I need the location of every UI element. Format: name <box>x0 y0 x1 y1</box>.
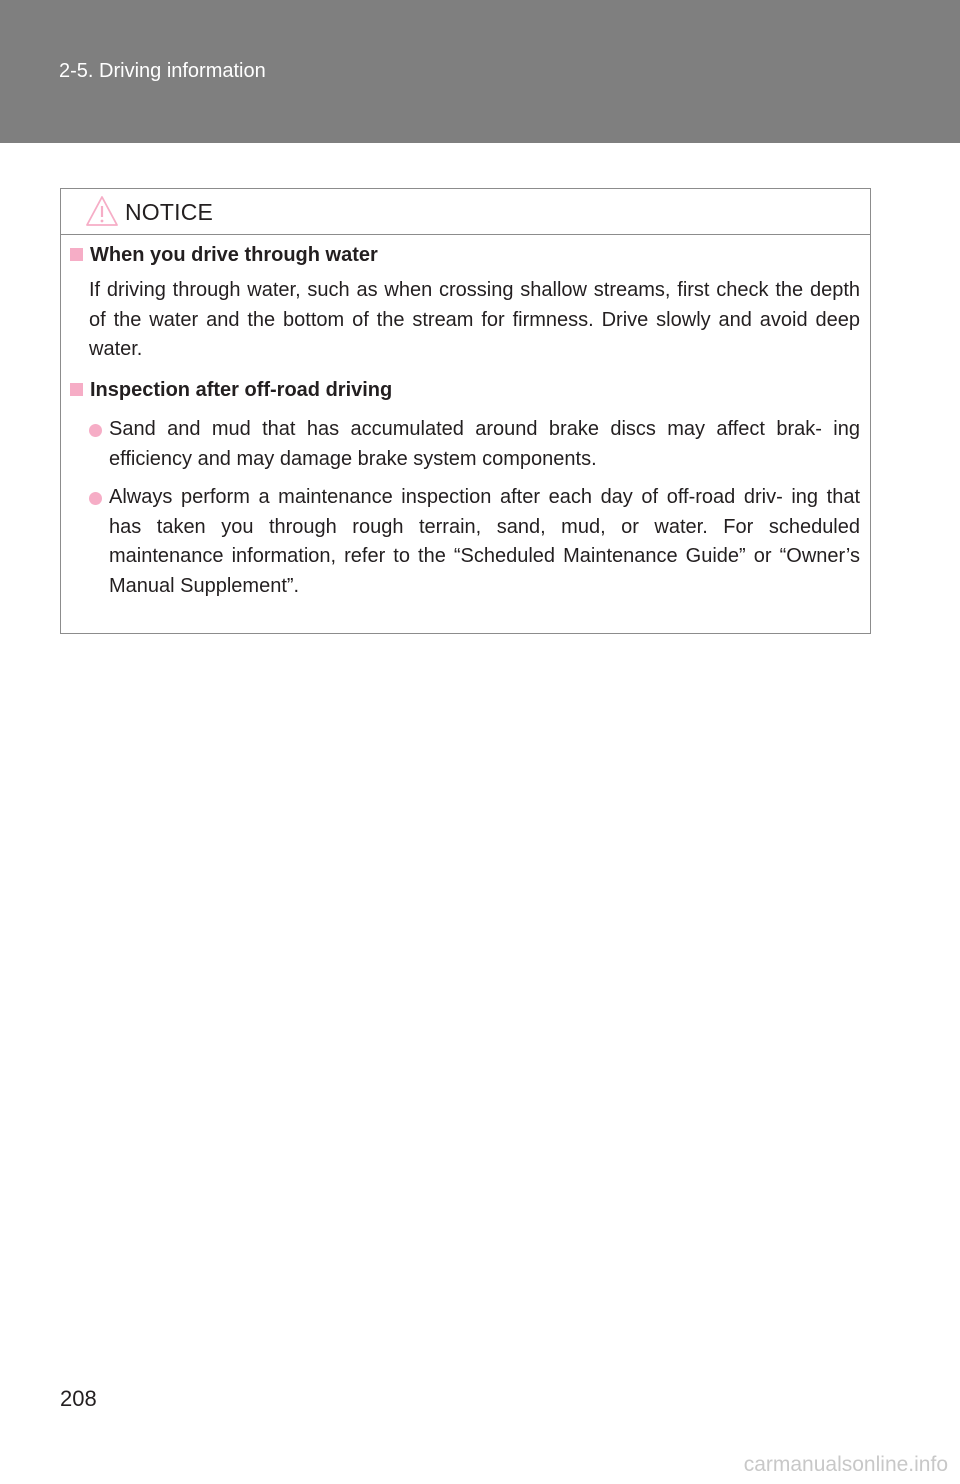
list-item <box>89 415 860 474</box>
notice-title: NOTICE <box>125 199 214 225</box>
circle-bullet-icon <box>89 492 102 505</box>
paragraph-water: If driving through water, such as when crossing shallow streams, first check the depth of the water and the bottom of the stream for firmness. Drive slowly and avoid deep water. <box>89 279 860 360</box>
section-title: 2-5. Driving information <box>59 60 266 82</box>
list-item <box>89 483 860 601</box>
header-band <box>0 0 960 143</box>
notice-header <box>61 189 870 235</box>
circle-bullet-icon <box>89 424 102 437</box>
square-bullet-icon <box>70 383 83 396</box>
bullet-text: Sand and mud that has accumulated around brake discs may affect brak- ing efficiency and may damage brake system components. <box>109 418 860 470</box>
page-number: 208 <box>60 1386 97 1411</box>
watermark: carmanualsonline.info <box>743 1453 948 1476</box>
section-heading-water: When you drive through water <box>70 241 378 271</box>
bullet-text: Always perform a maintenance inspection after each day of off-road driv- ing that has taken you through rough terrain, sand, mud, or water. For scheduled maintenance information, refer to the “Scheduled Maintenance Guide” or “Owner’s Manual Supplement”. <box>109 486 860 597</box>
section-heading-inspection: Inspection after off-road driving <box>70 376 392 406</box>
warning-triangle-icon <box>85 195 119 227</box>
square-bullet-icon <box>70 248 83 261</box>
notice-box <box>60 188 871 634</box>
